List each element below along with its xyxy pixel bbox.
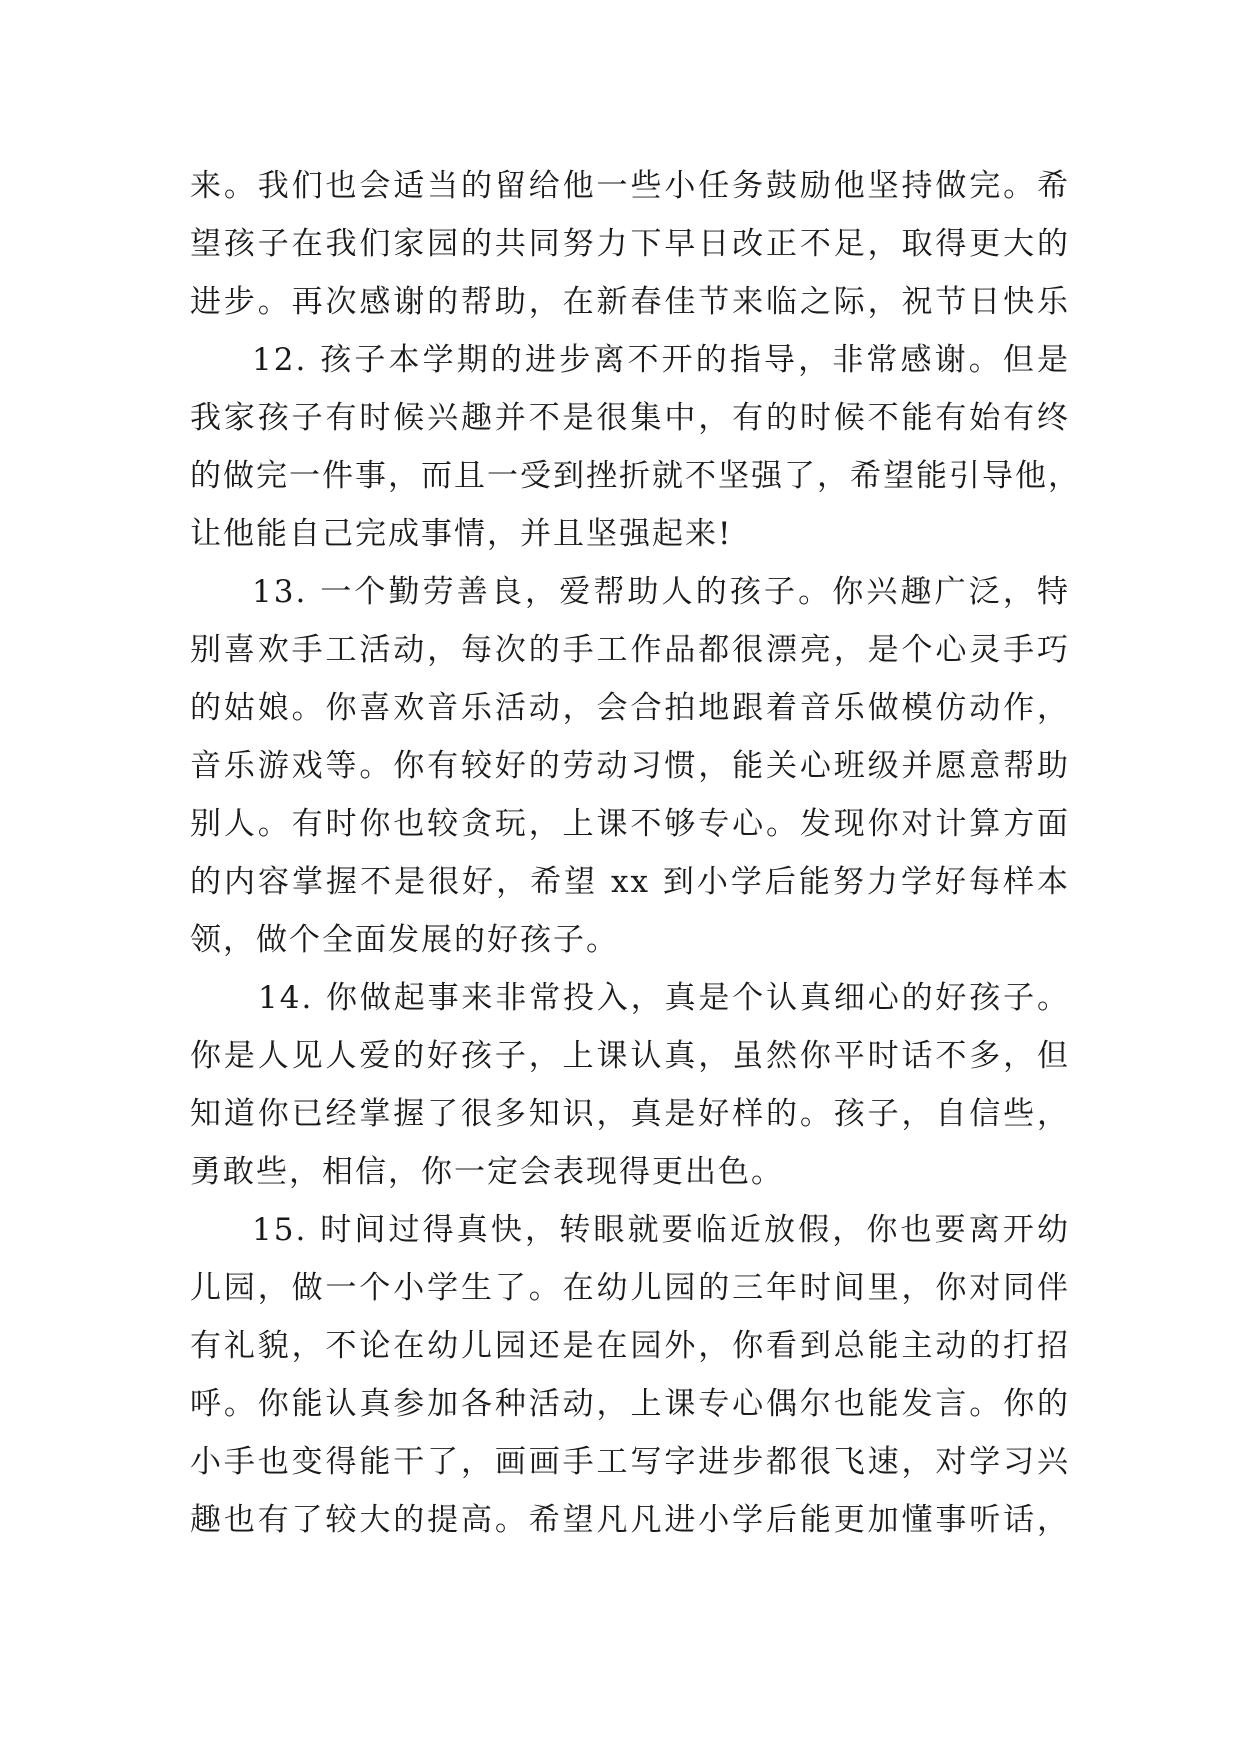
text-line: 的内容掌握不是很好，希望 xx 到小学后能努力学好每样本 [190,864,1070,900]
text-line: 趣也有了较大的提高。希望凡凡进小学后能更加懂事听话， [190,1502,1070,1538]
text-line: 让他能自己完成事情，并且坚强起来! [190,516,733,552]
text-line: 有礼貌，不论在幼儿园还是在园外，你看到总能主动的打招 [190,1328,1070,1364]
text-line: 别喜欢手工活动，每次的手工作品都很漂亮，是个心灵手巧 [190,632,1070,668]
paragraph-13-start: 13. 一个勤劳善良，爱帮助人的孩子。你兴趣广泛，特 [252,574,1070,610]
text-line: 的做完一件事，而且一受到挫折就不坚强了，希望能引导他， [190,458,1081,494]
text-line: 进步。再次感谢的帮助，在新春佳节来临之际，祝节日快乐 [190,284,1070,320]
text-line: 小手也变得能干了，画画手工写字进步都很飞速，对学习兴 [190,1444,1070,1480]
text-line: 呼。你能认真参加各种活动，上课专心偶尔也能发言。你的 [190,1386,1070,1422]
text-line: 望孩子在我们家园的共同努力下早日改正不足，取得更大的 [190,226,1070,262]
text-line: 音乐游戏等。你有较好的劳动习惯，能关心班级并愿意帮助 [190,748,1070,784]
text-line: 你是人见人爱的好孩子，上课认真，虽然你平时话不多，但 [190,1038,1070,1074]
paragraph-15-start: 15. 时间过得真快，转眼就要临近放假，你也要离开幼 [252,1212,1070,1248]
paragraph-14-start: 14. 你做起事来非常投入，真是个认真细心的好孩子。 [258,980,1070,1016]
text-line: 勇敢些，相信，你一定会表现得更出色。 [190,1154,784,1190]
text-line: 来。我们也会适当的留给他一些小任务鼓励他坚持做完。希 [190,168,1070,204]
text-line: 儿园，做一个小学生了。在幼儿园的三年时间里，你对同伴 [190,1270,1070,1306]
text-line: 知道你已经掌握了很多知识，真是好样的。孩子，自信些， [190,1096,1070,1132]
text-line: 别人。有时你也较贪玩，上课不够专心。发现你对计算方面 [190,806,1070,842]
text-line: 的姑娘。你喜欢音乐活动，会合拍地跟着音乐做模仿动作， [190,690,1070,726]
paragraph-12-start: 12. 孩子本学期的进步离不开的指导，非常感谢。但是 [252,342,1070,378]
text-line: 我家孩子有时候兴趣并不是很集中，有的时候不能有始有终 [190,400,1070,436]
text-line: 领，做个全面发展的好孩子。 [190,922,619,958]
